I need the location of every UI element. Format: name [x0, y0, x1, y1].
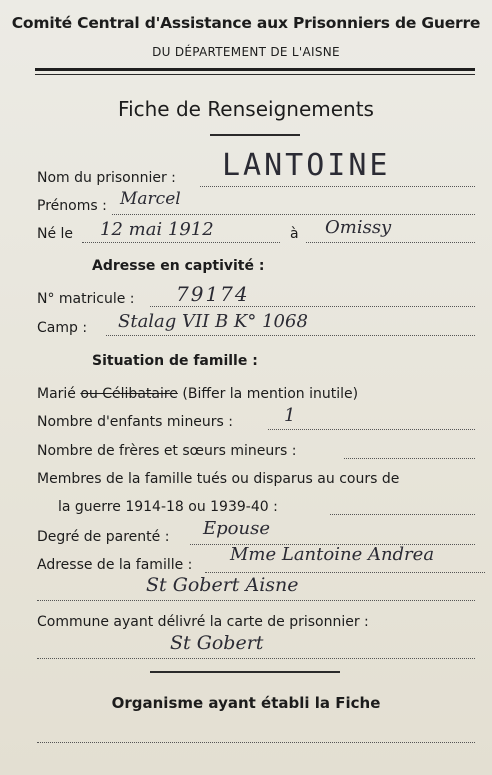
children-label: Nombre d'enfants mineurs : [37, 414, 234, 430]
header-rule-thin [35, 74, 475, 75]
celibataire-label: ou Célibataire [80, 386, 178, 402]
biffer-note: (Biffer la mention inutile) [182, 386, 359, 402]
kinship-label: Degré de parenté : [37, 529, 170, 545]
family-address-label: Adresse de la famille : [37, 557, 193, 573]
commune-value: St Gobert [170, 632, 264, 654]
prisoner-name-label: Nom du prisonnier : [37, 170, 176, 186]
footer-line [37, 742, 475, 743]
matricule-value: 79174 [176, 282, 250, 306]
kinship-value: Epouse [203, 518, 270, 539]
killed-label-line2: la guerre 1914-18 ou 1939-40 : [58, 499, 278, 515]
married-label: Marié [37, 386, 76, 402]
killed-label-line1: Membres de la famille tués ou disparus au cours de [37, 471, 400, 487]
address-line-1 [205, 572, 485, 573]
organisation-header: Comité Central d'Assistance aux Prisonniers de Guerre [11, 14, 481, 32]
camp-label: Camp : [37, 320, 88, 336]
prisoner-name-value: LANTOINE [222, 148, 391, 183]
captivity-section-title: Adresse en captivité : [92, 258, 265, 274]
commune-line [37, 658, 475, 659]
born-place-line [306, 242, 475, 243]
children-line [268, 429, 475, 430]
camp-value: Stalag VII B K° 1068 [118, 311, 308, 332]
siblings-label: Nombre de frères et sœurs mineurs : [37, 443, 297, 459]
title-underline [210, 134, 300, 136]
footer-rule [150, 671, 340, 673]
born-date-line [82, 242, 280, 243]
card-title: Fiche de Renseignements [118, 97, 374, 121]
matricule-label: N° matricule : [37, 291, 135, 307]
name-line [200, 186, 475, 187]
born-place-value: Omissy [325, 217, 392, 238]
siblings-line [344, 458, 475, 459]
killed-line [330, 514, 475, 515]
firstname-line [112, 214, 475, 215]
marital-status-line [37, 386, 358, 402]
camp-line [106, 335, 475, 336]
department-subheader: DU DÉPARTEMENT DE L'AISNE [152, 45, 340, 59]
firstname-label: Prénoms : [37, 198, 107, 214]
born-label: Né le [37, 226, 74, 242]
address-line2-value: St Gobert Aisne [146, 574, 299, 596]
children-value: 1 [284, 405, 296, 426]
matricule-line [150, 306, 475, 307]
address-line1-value: Mme Lantoine Andrea [230, 544, 435, 565]
family-section-title: Situation de famille : [92, 353, 258, 369]
firstname-value: Marcel [120, 189, 181, 209]
header-rule-thick [35, 68, 475, 71]
address-line-2 [37, 600, 475, 601]
born-at-label: à [290, 226, 299, 242]
born-date-value: 12 mai 1912 [100, 219, 214, 240]
commune-label: Commune ayant délivré la carte de prisonnier : [37, 614, 369, 630]
footer-title: Organisme ayant établi la Fiche [111, 694, 381, 712]
